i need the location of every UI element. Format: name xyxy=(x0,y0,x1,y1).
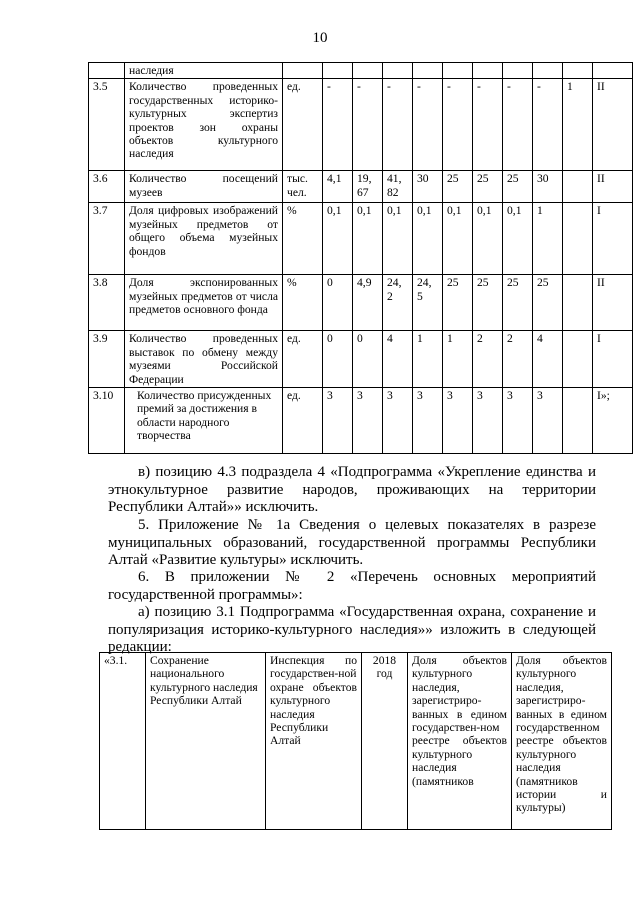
unit: ед. xyxy=(283,331,323,388)
paragraph-position-4-3: в) позицию 4.3 подраздела 4 «Подпрограмма «Укрепление единства и этнокультурное развитие народов, проживающих на территории Республики Алтай»» исключить. xyxy=(108,464,596,515)
value-cell: 25 xyxy=(503,275,533,331)
value-cell xyxy=(563,275,593,331)
measure-result-2: Доля объектов культурного наследия, зарегистриро-ванных в едином государственном реестре объектов культурного наследия (памятников истории и культуры) xyxy=(512,653,612,830)
value-cell: 4 xyxy=(383,331,413,388)
value-cell: 4,1 xyxy=(323,171,353,203)
group-cell: II xyxy=(593,79,633,171)
indicator-name: Количество посещений музеев xyxy=(125,171,283,203)
measure-executor: Инспекция по государствен-ной охране объектов культурного наследия Республики Алтай xyxy=(266,653,362,830)
unit: ед. xyxy=(283,388,323,454)
value-cell: - xyxy=(383,79,413,171)
value-cell: 3 xyxy=(533,388,563,454)
value-cell: 30 xyxy=(413,171,443,203)
value-cell: 3 xyxy=(353,388,383,454)
value-cell: 3 xyxy=(443,388,473,454)
value-cell: 0 xyxy=(323,275,353,331)
row-number: 3.10 xyxy=(89,388,125,454)
value-cell: 3 xyxy=(413,388,443,454)
measure-result-1: Доля объектов культурного наследия, зарегистриро-ванных в едином государствен-ном реестре объектов культурного наследия (памятников xyxy=(408,653,512,830)
value-cell xyxy=(563,203,593,275)
table-row xyxy=(89,171,633,203)
value-cell: 41, 82 xyxy=(383,171,413,203)
indicators-table xyxy=(88,62,633,454)
value-cell: 1 xyxy=(443,331,473,388)
value-cell: 25 xyxy=(443,275,473,331)
unit: тыс. чел. xyxy=(283,171,323,203)
group-cell: II xyxy=(593,171,633,203)
value-cell: 3 xyxy=(473,388,503,454)
value-cell xyxy=(563,331,593,388)
value-cell: 3 xyxy=(503,388,533,454)
group-cell: I xyxy=(593,203,633,275)
group-cell: II xyxy=(593,275,633,331)
value-cell: 1 xyxy=(533,203,563,275)
row-number: 3.6 xyxy=(89,171,125,203)
value-cell: 24, 2 xyxy=(383,275,413,331)
measure-number: «3.1. xyxy=(100,653,146,830)
value-cell: 2 xyxy=(503,331,533,388)
table-row xyxy=(89,79,633,171)
value-cell: 0 xyxy=(353,331,383,388)
value-cell: 0,1 xyxy=(473,203,503,275)
page-number: 10 xyxy=(312,30,328,46)
value-cell: 25 xyxy=(473,275,503,331)
table-row xyxy=(100,653,612,830)
value-cell xyxy=(563,388,593,454)
unit: % xyxy=(283,203,323,275)
indicator-name: Количество проведенных государственных историко-культурных экспертиз проектов зон охраны объектов культурного наследия xyxy=(125,79,283,171)
value-cell: 25 xyxy=(503,171,533,203)
measures-table xyxy=(99,652,612,830)
row-number: 3.9 xyxy=(89,331,125,388)
value-cell: 25 xyxy=(443,171,473,203)
table-row xyxy=(89,275,633,331)
paragraph-position-3-1: а) позицию 3.1 Подпрограмма «Государственная охрана, сохранение и популяризация историко-культурного наследия»» изложить в следующей редакции: xyxy=(108,604,596,655)
value-cell xyxy=(563,171,593,203)
value-cell: - xyxy=(503,79,533,171)
value-cell: 2 xyxy=(473,331,503,388)
value-cell: 0,1 xyxy=(353,203,383,275)
row-number: 3.7 xyxy=(89,203,125,275)
indicator-name: Доля экспонированных музейных предметов от числа предметов основного фонда xyxy=(125,275,283,331)
value-cell: 0,1 xyxy=(503,203,533,275)
value-cell: 4,9 xyxy=(353,275,383,331)
value-cell: 0 xyxy=(323,331,353,388)
value-cell: - xyxy=(353,79,383,171)
table-row xyxy=(89,63,633,79)
row-number: 3.8 xyxy=(89,275,125,331)
indicator-name: Количество присужденных премий за достижения в области народного творчества xyxy=(125,388,283,454)
value-cell: 24, 5 xyxy=(413,275,443,331)
table-row xyxy=(89,331,633,388)
paragraph-appendix-2: 6. В приложении № 2 «Перечень основных мероприятий государственной программы»: xyxy=(108,569,596,603)
value-cell: 0,1 xyxy=(413,203,443,275)
value-cell: - xyxy=(473,79,503,171)
value-cell: - xyxy=(443,79,473,171)
unit: ед. xyxy=(283,79,323,171)
value-cell: - xyxy=(413,79,443,171)
group-cell: I»; xyxy=(593,388,633,454)
measure-year: 2018 год xyxy=(362,653,408,830)
value-cell: 1 xyxy=(563,79,593,171)
value-cell: 19, 67 xyxy=(353,171,383,203)
value-cell: 25 xyxy=(473,171,503,203)
value-cell: 0,1 xyxy=(443,203,473,275)
value-cell: 1 xyxy=(413,331,443,388)
value-cell: 0,1 xyxy=(383,203,413,275)
value-cell: 30 xyxy=(533,171,563,203)
value-cell: 3 xyxy=(323,388,353,454)
value-cell: - xyxy=(533,79,563,171)
value-cell: 25 xyxy=(533,275,563,331)
row-number: 3.5 xyxy=(89,79,125,171)
paragraph-appendix-1a: 5. Приложение № 1а Сведения о целевых показателях в разрезе муниципальных образований, государственной программы Республики Алтай «Развитие культуры» исключить. xyxy=(108,517,596,568)
indicator-name: Доля цифровых изображений музейных предметов от общего объема музейных фондов xyxy=(125,203,283,275)
table-row xyxy=(89,388,633,454)
indicator-name: Количество проведенных выставок по обмену между музеями Российской Федерации xyxy=(125,331,283,388)
value-cell: 3 xyxy=(383,388,413,454)
value-cell: 4 xyxy=(533,331,563,388)
unit: % xyxy=(283,275,323,331)
value-cell: 0,1 xyxy=(323,203,353,275)
measure-name: Сохранение национального культурного наследия Республики Алтай xyxy=(146,653,266,830)
table-row xyxy=(89,203,633,275)
group-cell: I xyxy=(593,331,633,388)
table-cell: наследия xyxy=(125,63,283,79)
value-cell: - xyxy=(323,79,353,171)
